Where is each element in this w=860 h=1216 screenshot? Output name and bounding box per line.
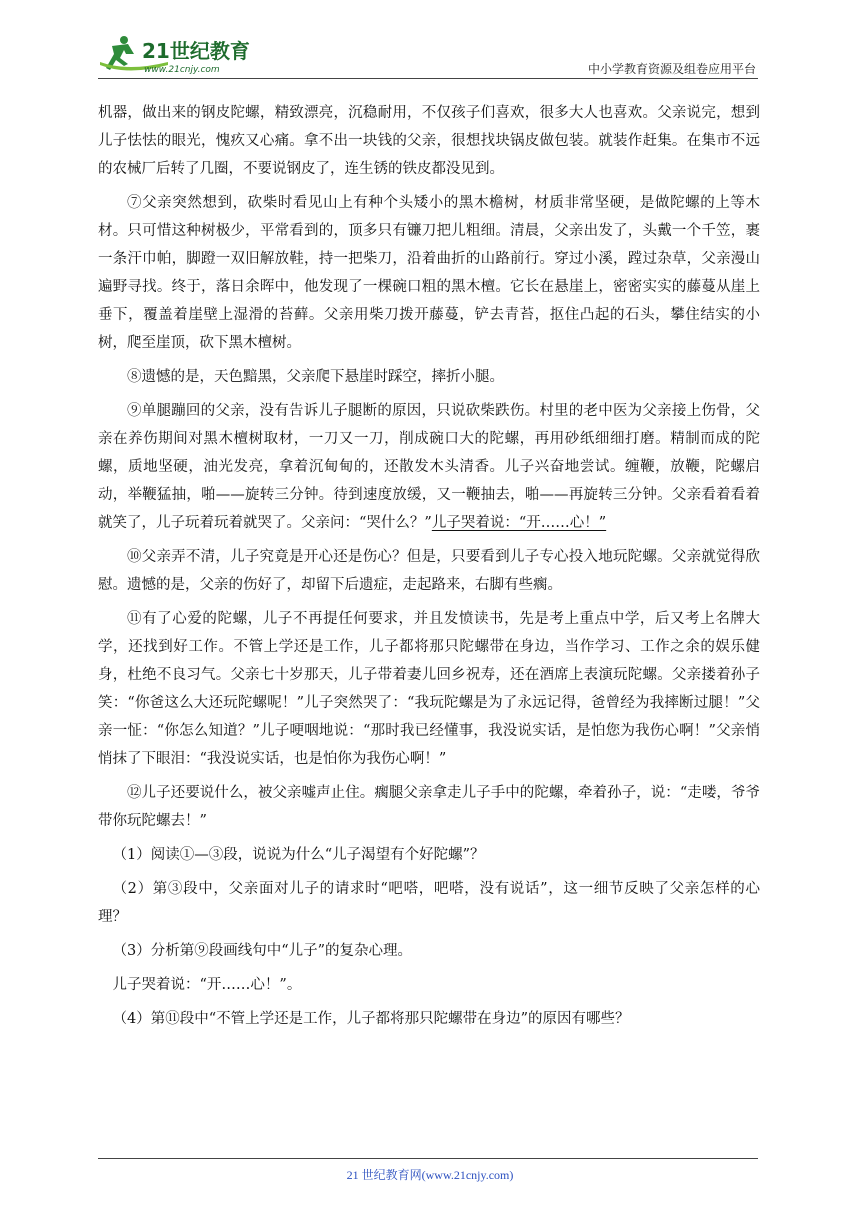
paragraph-10: ⑩父亲弄不清，儿子究竟是开心还是伤心？但是，只要看到儿子专心投入地玩陀螺。父亲就觉得欣慰。遗憾的是，父亲的伤好了，却留下后遗症，走起路来，右脚有些瘸。 [98, 549, 760, 593]
paragraph-12: ⑫儿子还要说什么，被父亲嘘声止住。瘸腿父亲拿走儿子手中的陀螺，牵着孙子，说：“走喽，爷爷带你玩陀螺去！” [98, 785, 760, 829]
footer-link[interactable]: 21 世纪教育网(www.21cnjy.com) [346, 1168, 514, 1182]
page-header [98, 28, 758, 80]
article-body [98, 99, 760, 1039]
question-4: （4）第⑪段中“不管上学还是工作，儿子都将那只陀螺带在身边”的原因有哪些？ [112, 1011, 630, 1027]
paragraph-9-text: ⑨单腿蹦回的父亲，没有告诉儿子腿断的原因，只说砍柴跌伤。村里的老中医为父亲接上伤骨，父亲在养伤期间对黑木檀树取材，一刀又一刀，削成碗口大的陀螺，再用砂纸细细打磨。精制而成的陀螺，质地坚硬，油光发亮，拿着沉甸甸的，还散发木头清香。儿子兴奋地尝试。缠鞭，放鞭，陀螺启动，举鞭猛抽，啪——旋转三分钟。待到速度放缓，又一鞭抽去，啪——再旋转三分钟。父亲看着看着就笑了，儿子玩着玩着就哭了。父亲问：“哭什么？” [98, 403, 760, 531]
paragraph-6-continued: 机器，做出来的钢皮陀螺，精致漂亮，沉稳耐用，不仅孩子们喜欢，很多大人也喜欢。父亲说完，想到儿子怯怯的眼光，愧疚又心痛。拿不出一块钱的父亲，很想找块锅皮做包装。就装作赶集。在集市不远的农械厂后转了几圈，不要说钢皮了，连生锈的铁皮都没见到。 [98, 105, 760, 177]
paragraph-7: ⑦父亲突然想到，砍柴时看见山上有种个头矮小的黑木檐树，材质非常坚硬，是做陀螺的上等木材。只可惜这种树极少，平常看到的，顶多只有镰刀把儿粗细。清晨，父亲出发了，头戴一个千笠，裹一条汗巾帕，脚蹬一双旧解放鞋，持一把柴刀，沿着曲折的山路前行。穿过小溪，蹚过杂草，父亲漫山遍野寻找。终于，落日余晖中，他发现了一棵碗口粗的黑木檀。它长在悬崖上，密密实实的藤蔓从崖上垂下，覆盖着崖壁上湿滑的苔藓。父亲用柴刀拨开藤蔓，铲去青苔，抠住凸起的石头，攀住结实的小树，爬至崖顶，砍下黑木檀树。 [98, 195, 760, 351]
svg-text:21世纪教育: 21世纪教育 [142, 39, 250, 63]
header-divider [98, 78, 758, 79]
footer-divider [98, 1158, 758, 1159]
paragraph-11: ⑪有了心爱的陀螺，儿子不再提任何要求，并且发愤读书，先是考上重点中学，后又考上名牌大学，还找到好工作。不管上学还是工作，儿子都将那只陀螺带在身边，当作学习、工作之余的娱乐健身，杜绝不良习气。父亲七十岁那天，儿子带着妻儿回乡祝寿，还在酒席上表演玩陀螺。父亲搂着孙子笑：“你爸这么大还玩陀螺呢！”儿子突然哭了：“我玩陀螺是为了永远记得，爸曾经为我摔断过腿！”父亲一怔：“你怎么知道？”儿子哽咽地说：“那时我已经懂事，我没说实话，是怕您为我伤心啊！”父亲悄悄抹了下眼泪：“我没说实话，也是怕你为我伤心啊！” [98, 611, 760, 767]
question-3: （3）分析第⑨段画线句中“儿子”的复杂心理。 [112, 943, 413, 959]
question-3-quote: 儿子哭着说：“开……心！”。 [112, 977, 302, 993]
question-1: （1）阅读①—③段，说说为什么“儿子渴望有个好陀螺”？ [112, 847, 485, 863]
svg-text:www.21cnjy.com: www.21cnjy.com [144, 65, 220, 75]
underlined-sentence: 儿子哭着说：“开……心！” [431, 515, 607, 531]
paragraph-9 [98, 397, 760, 537]
question-2: （2）第③段中，父亲面对儿子的请求时“吧嗒，吧嗒，没有说话”，这一细节反映了父亲怎样的心理？ [98, 881, 760, 925]
platform-name: 中小学教育资源及组卷应用平台 [587, 62, 756, 76]
site-logo [98, 32, 268, 76]
paragraph-8: ⑧遗憾的是，天色黯黑，父亲爬下悬崖时踩空，摔折小腿。 [127, 369, 504, 385]
